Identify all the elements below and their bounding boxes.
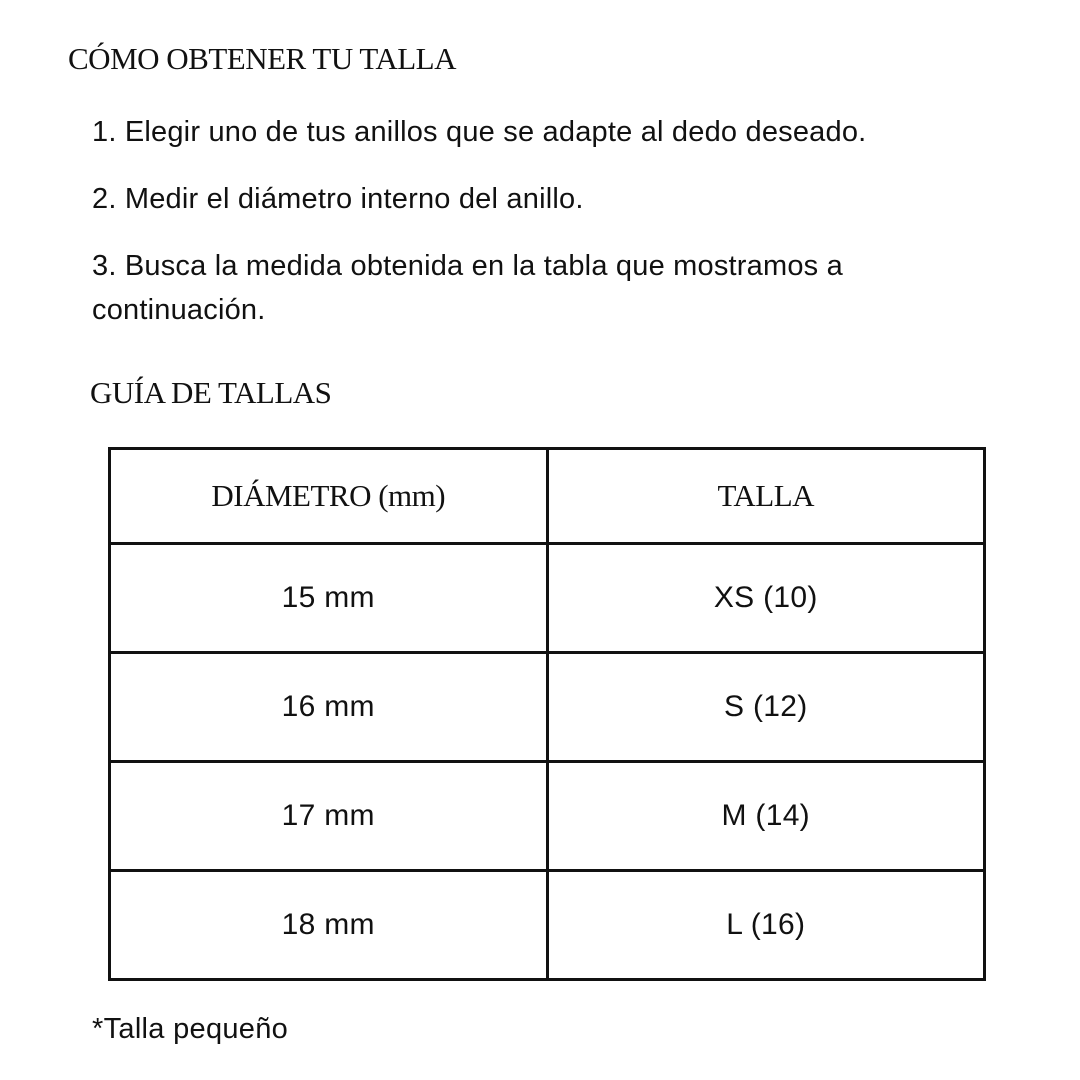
size-table bbox=[108, 447, 986, 981]
cell-size: S (12) bbox=[547, 653, 985, 762]
column-header-size: TALLA bbox=[547, 449, 985, 544]
cell-size: L (16) bbox=[547, 871, 985, 980]
how-to-title: CÓMO OBTENER TU TALLA bbox=[68, 41, 457, 76]
step-item: 3. Busca la medida obtenida en la tabla que mostramos a continuación. bbox=[92, 250, 843, 326]
step-item: 2. Medir el diámetro interno del anillo. bbox=[92, 183, 584, 215]
table-row bbox=[110, 762, 985, 871]
size-guide-title: GUÍA DE TALLAS bbox=[90, 375, 332, 410]
cell-diameter: 16 mm bbox=[110, 653, 548, 762]
cell-diameter: 15 mm bbox=[110, 544, 548, 653]
cell-diameter: 18 mm bbox=[110, 871, 548, 980]
table-header-row bbox=[110, 449, 985, 544]
steps-list bbox=[92, 110, 992, 355]
cell-size: M (14) bbox=[547, 762, 985, 871]
table-row bbox=[110, 653, 985, 762]
cell-diameter: 17 mm bbox=[110, 762, 548, 871]
step-item: 1. Elegir uno de tus anillos que se adapte al dedo deseado. bbox=[92, 116, 867, 148]
cell-size: XS (10) bbox=[547, 544, 985, 653]
table-row bbox=[110, 871, 985, 980]
footnote: *Talla pequeño bbox=[92, 1013, 289, 1045]
column-header-diameter: DIÁMETRO (mm) bbox=[110, 449, 548, 544]
table-row bbox=[110, 544, 985, 653]
